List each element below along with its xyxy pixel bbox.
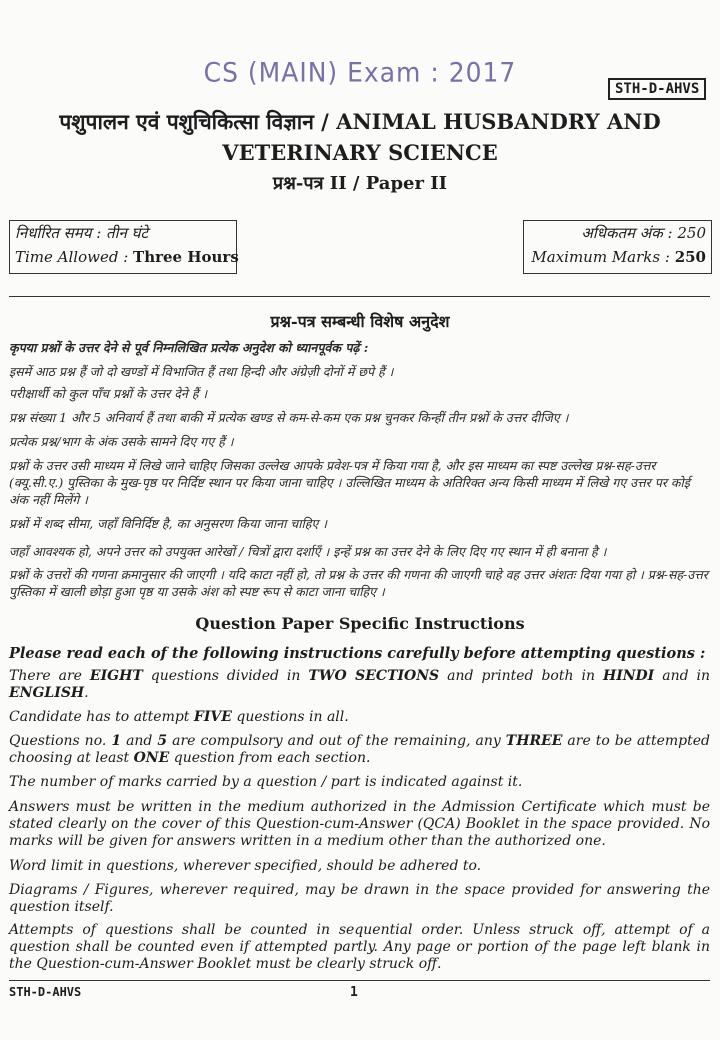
english-instruction-2: Candidate has to attempt FIVE questions in all.: [9, 709, 349, 725]
paper-number: प्रश्न-पत्र II / Paper II: [272, 173, 448, 194]
english-instruction-4: The number of marks carried by a question / part is indicated against it.: [9, 774, 523, 790]
paper-title-line1: पशुपालन एवं पशुचिकित्सा विज्ञान / ANIMAL HUSBANDRY AND: [59, 109, 661, 134]
hindi-instruction: जहाँ आवश्यक हो, अपने उत्तर को उपयुक्त आरेखों / चित्रों द्वारा दर्शाएँ । इन्हें प्रश्न का उत्तर देने के लिए दिए गए स्थान में ही बनाना है ।: [9, 544, 607, 559]
footer-paper-code: STH-D-AHVS: [9, 985, 82, 999]
paper-title-line2: VETERINARY SCIENCE: [222, 140, 498, 165]
hindi-instruction: प्रत्येक प्रश्न/भाग के अंक उसके सामने दिए गए हैं ।: [9, 434, 234, 449]
hindi-instruction: कृपया प्रश्नों के उत्तर देने से पूर्व निम्नलिखित प्रत्येक अनुदेश को ध्यानपूर्वक पढ़ें :: [9, 340, 369, 355]
hindi-instruction: प्रश्नों के उत्तर उसी माध्यम में लिखे जाने चाहिए जिसका उल्लेख आपके प्रवेश-पत्र में किया गया है, और इस माध्यम का स्पष्ट उल्लेख प्रश्न-सह-उत्तर (क्यू.सी.ए.) पुस्तिका के मुख-पृष्ठ पर निर्दिष्ट स्थान पर किया जाना चाहिए । उल्लिखित माध्यम के अतिरिक्त अन्य किसी माध्यम में लिखे गए उत्तर पर कोई अंक नहीं मिलेंगे ।: [9, 458, 690, 507]
max-marks-hindi: अधिकतम अंक : 250: [581, 224, 706, 242]
english-instructions-heading: Question Paper Specific Instructions: [195, 614, 525, 633]
hindi-instruction: परीक्षार्थी को कुल पाँच प्रश्नों के उत्तर देने हैं ।: [9, 386, 208, 401]
top-divider: [9, 296, 710, 297]
time-allowed-box: [9, 220, 237, 274]
english-instruction-8: Attempts of questions shall be counted in sequential order. Unless struck off, attempt of a question shall be counted even if attempted partly. Any page or portion of the page left blank in the Question-cum-Answer Booklet must be clearly struck off.: [9, 922, 710, 972]
time-allowed-english: Time Allowed : Three Hours: [15, 248, 239, 266]
hindi-instruction: प्रश्नों में शब्द सीमा, जहाँ विनिर्दिष्ट है, का अनुसरण किया जाना चाहिए ।: [9, 516, 327, 531]
hindi-instruction: प्रश्न संख्या 1 और 5 अनिवार्य हैं तथा बाकी में प्रत्येक खण्ड से कम-से-कम एक प्रश्न चुनकर किन्हीं तीन प्रश्नों के उत्तर दीजिए ।: [9, 410, 569, 425]
hindi-instruction: इसमें आठ प्रश्न हैं जो दो खण्डों में विभाजित हैं तथा हिन्दी और अंग्रेज़ी दोनों में छपे हैं ।: [9, 364, 394, 379]
english-intro: Please read each of the following instructions carefully before attempting questions :: [9, 645, 706, 662]
hindi-instructions-heading: प्रश्न-पत्र सम्बन्धी विशेष अनुदेश: [270, 312, 450, 331]
english-instruction-5: Answers must be written in the medium authorized in the Admission Certificate which must be stated clearly on the cover of this Question-cum-Answer (QCA) Booklet in the space provided. No marks will be given for answers written in a medium other than the authorized one.: [9, 799, 710, 849]
english-instruction-6: Word limit in questions, wherever specified, should be adhered to.: [9, 858, 482, 874]
paper-code-box: STH-D-AHVS: [608, 78, 706, 100]
hindi-instruction: प्रश्नों के उत्तरों की गणना क्रमानुसार की जाएगी । यदि काटा नहीं हो, तो प्रश्न के उत्तर की गणना की जाएगी चाहे वह उत्तर अंशतः दिया गया हो । प्रश्न-सह-उत्तर पुस्तिका में खाली छोड़ा हुआ पृष्ठ या उसके अंश को स्पष्ट रूप से काटा जाना चाहिए ।: [9, 567, 708, 599]
exam-stamp: CS (MAIN) Exam : 2017: [203, 57, 517, 88]
english-instruction-7: Diagrams / Figures, wherever required, may be drawn in the space provided for answering the question itself.: [9, 882, 710, 915]
time-allowed-hindi: निर्धारित समय : तीन घंटे: [15, 224, 149, 242]
page-number: 1: [350, 985, 358, 1000]
english-instruction-1: There are EIGHT questions divided in TWO SECTIONS and printed both in HINDI and in ENGLISH.: [9, 668, 711, 701]
max-marks-box: [523, 220, 712, 274]
bottom-divider: [9, 980, 710, 981]
max-marks-english: Maximum Marks : 250: [531, 248, 706, 266]
english-instruction-3: Questions no. 1 and 5 are compulsory and out of the remaining, any THREE are to be attempted choosing at least ONE question from each section.: [9, 733, 710, 766]
